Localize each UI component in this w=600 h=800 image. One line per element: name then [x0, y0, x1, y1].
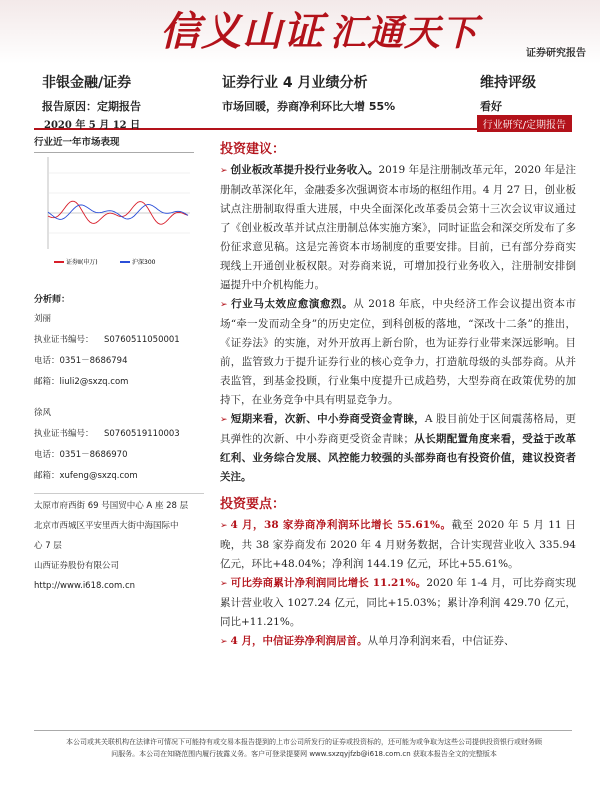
- point-text: 2020 年 1-4 月，可比券商实现累计营业收入 1027.24 亿元，同比+15.03%；累计净利润 429.70 亿元，同比+11.21%。: [220, 577, 576, 628]
- point-text: 从单月净利润来看，中信证券、: [367, 635, 515, 647]
- email-link[interactable]: liuli2@sxzq.com: [59, 377, 129, 387]
- rating-value: 看好: [480, 100, 502, 113]
- company-name: 山西证券股份有限公司: [34, 561, 120, 571]
- arrow-bullet-icon: ➢: [220, 300, 228, 310]
- report-date: 2020 年 5 月 12 日: [44, 120, 141, 131]
- address-line: 太原市府西街 69 号国贸中心 A 座 28 层: [34, 501, 189, 511]
- date-bar: [34, 116, 572, 130]
- advice-paragraph: [220, 295, 576, 410]
- advice-text: A 股目前处于区间震荡格局，更具弹性的次新、中小券商更受资金青睐；: [220, 413, 577, 445]
- report-type-label: 证券研究报告: [526, 48, 586, 59]
- analyst-cert: [34, 330, 204, 351]
- phone-number: 0351－8686794: [59, 356, 128, 366]
- address-line: 北京市西城区平安里西大街中海国际中: [34, 521, 179, 531]
- point-text: 截至 2020 年 5 月 11 日晚，共 38 家券商发布 2020 年 4 月财务数据，合计实现营业收入 335.94 亿元，环比+48.04%；净利润 144.19 亿元，环比+55.61%。: [220, 519, 576, 570]
- advice-lead: 创业板改革提升投行业务收入。: [230, 164, 379, 176]
- legend-label-csi300: 沪深300: [132, 259, 156, 266]
- analyst-cert: [34, 424, 204, 445]
- advice-text: 从 2018 年底，中央经济工作会议提出资本市场“牵一发而动全身”的历史定位，到科创板的落地，“深改十二条”的推出，《证券法》的实施，对外开放再上新台阶，也为证券行业带来深远影响。目前，监管致力于提升证券行业的核心竞争力，打造航母级的头部券商。从并表监管，到基金投顾，行业集中度提升已成趋势，大型券商在政策优势的加持下，在业务竞争中具有明显竞争力。: [220, 298, 576, 406]
- arrow-bullet-icon: ➢: [220, 579, 228, 589]
- company-slogan: [160, 0, 478, 57]
- phone-label: 电话：: [34, 450, 60, 460]
- phone-label: 电话：: [34, 356, 60, 366]
- advice-paragraph: [220, 410, 576, 487]
- subtitle-row: [0, 98, 600, 114]
- left-sidebar: [34, 132, 204, 596]
- analyst-section-label: 分析师：: [34, 295, 71, 305]
- rating-label: 维持评级: [480, 75, 536, 91]
- advice-paragraph: [220, 161, 576, 295]
- main-content: [220, 138, 576, 652]
- email-link[interactable]: xufeng@sxzq.com: [59, 471, 138, 481]
- analyst-phone: [34, 351, 204, 372]
- report-title: 证券行业 4 月业绩分析: [222, 75, 368, 91]
- report-category-badge: 行业研究/定期报告: [477, 115, 572, 132]
- slogan-part-1: 信义山证: [160, 8, 324, 55]
- legend-swatch-csi300: [120, 261, 130, 263]
- advice-lead: 行业马太效应愈演愈烈。: [230, 298, 354, 310]
- cert-number: S0760511050001: [104, 335, 180, 345]
- key-points-heading: 投资要点：: [220, 497, 286, 512]
- analyst-email: [34, 372, 204, 393]
- cert-number: S0760519110003: [104, 429, 180, 439]
- title-row: [0, 72, 600, 92]
- industry-label: 非银金融/证券: [42, 75, 132, 91]
- footer-divider: [34, 730, 572, 731]
- analyst-name: 徐风: [34, 408, 52, 418]
- analyst-name: 刘丽: [34, 314, 52, 324]
- point-paragraph: [220, 632, 576, 652]
- market-performance-chart: [34, 152, 194, 282]
- phone-number: 0351－8686970: [59, 450, 128, 460]
- disclaimer-text: 本公司或其关联机构在法律许可情况下可能持有或交易本报告提到的上市公司所发行的证券或投资标的，还可能为或争取为这些公司提供投资银行或财务顾问服务。本公司在知晓范围内履行披露义务。客户可登录提要网 www.sxzqyjfzb@i618.com.cn 获取本报告全文的完整版本: [66, 738, 542, 758]
- analyst-email: [34, 466, 204, 487]
- point-lead: 4 月，38 家券商净利润环比增长 55.61%。: [230, 519, 452, 531]
- email-label: 邮箱：: [34, 377, 60, 387]
- arrow-bullet-icon: ➢: [220, 415, 228, 425]
- chart-svg: [34, 153, 194, 283]
- arrow-bullet-icon: ➢: [220, 166, 228, 176]
- point-lead: 可比券商累计净利润同比增长 11.21%。: [230, 577, 427, 589]
- point-lead: 4 月，中信证券净利润居首。: [230, 635, 368, 647]
- analyst-2: [34, 403, 204, 487]
- company-website-link[interactable]: http://www.i618.com.cn: [34, 581, 136, 591]
- advice-bold-tail: 从长期配置角度来看，受益于改革红利、业务综合发展、风控能力较强的头部券商也有投资价值，建议投资者关注。: [220, 433, 576, 483]
- cert-label: 执业证书编号：: [34, 429, 94, 439]
- legend-label-securities: 证券Ⅱ(申万): [66, 259, 98, 266]
- email-label: 邮箱：: [34, 471, 60, 481]
- arrow-bullet-icon: ➢: [220, 637, 228, 647]
- point-paragraph: [220, 574, 576, 632]
- advice-lead: 短期来看，次新、中小券商受资金青睐，: [230, 413, 425, 425]
- cert-label: 执业证书编号：: [34, 335, 94, 345]
- slogan-part-2: 汇通天下: [330, 12, 479, 54]
- report-reason: 报告原因：定期报告: [42, 100, 141, 113]
- report-subtitle: 市场回暖，券商净利环比大增 55%: [222, 100, 396, 113]
- series-line-csi300: [48, 205, 188, 220]
- analyst-1: [34, 309, 204, 393]
- chart-title: 行业近一年市场表现: [34, 137, 120, 148]
- series-line-securities: [48, 201, 188, 224]
- page-footer: [0, 730, 600, 800]
- advice-text: 2019 年是注册制改革元年，2020 年是注册制改革深化年，金融委多次强调资本市场的枢纽作用。4 月 27 日，创业板试点注册制取得重大进展，中央全面深化改革委员会第十三次会议审议通过了《创业板改革并试点注册制总体实施方案》，同时证监会和深交所发布了多份征求意见稿。这是完善资本市场制度的重要安排。目前，已有部分券商实现线上开通创业板权限。对券商来说，可增加投行业务收入，注册制安排倒逼提升中介机构能力。: [220, 164, 577, 291]
- header-banner: [0, 0, 600, 64]
- legend-swatch-securities: [54, 261, 64, 263]
- point-paragraph: [220, 516, 576, 574]
- company-address: [34, 493, 204, 596]
- investment-advice-heading: 投资建议：: [220, 142, 286, 157]
- address-line: 心 7 层: [34, 541, 62, 551]
- analyst-phone: [34, 445, 204, 466]
- arrow-bullet-icon: ➢: [220, 521, 228, 531]
